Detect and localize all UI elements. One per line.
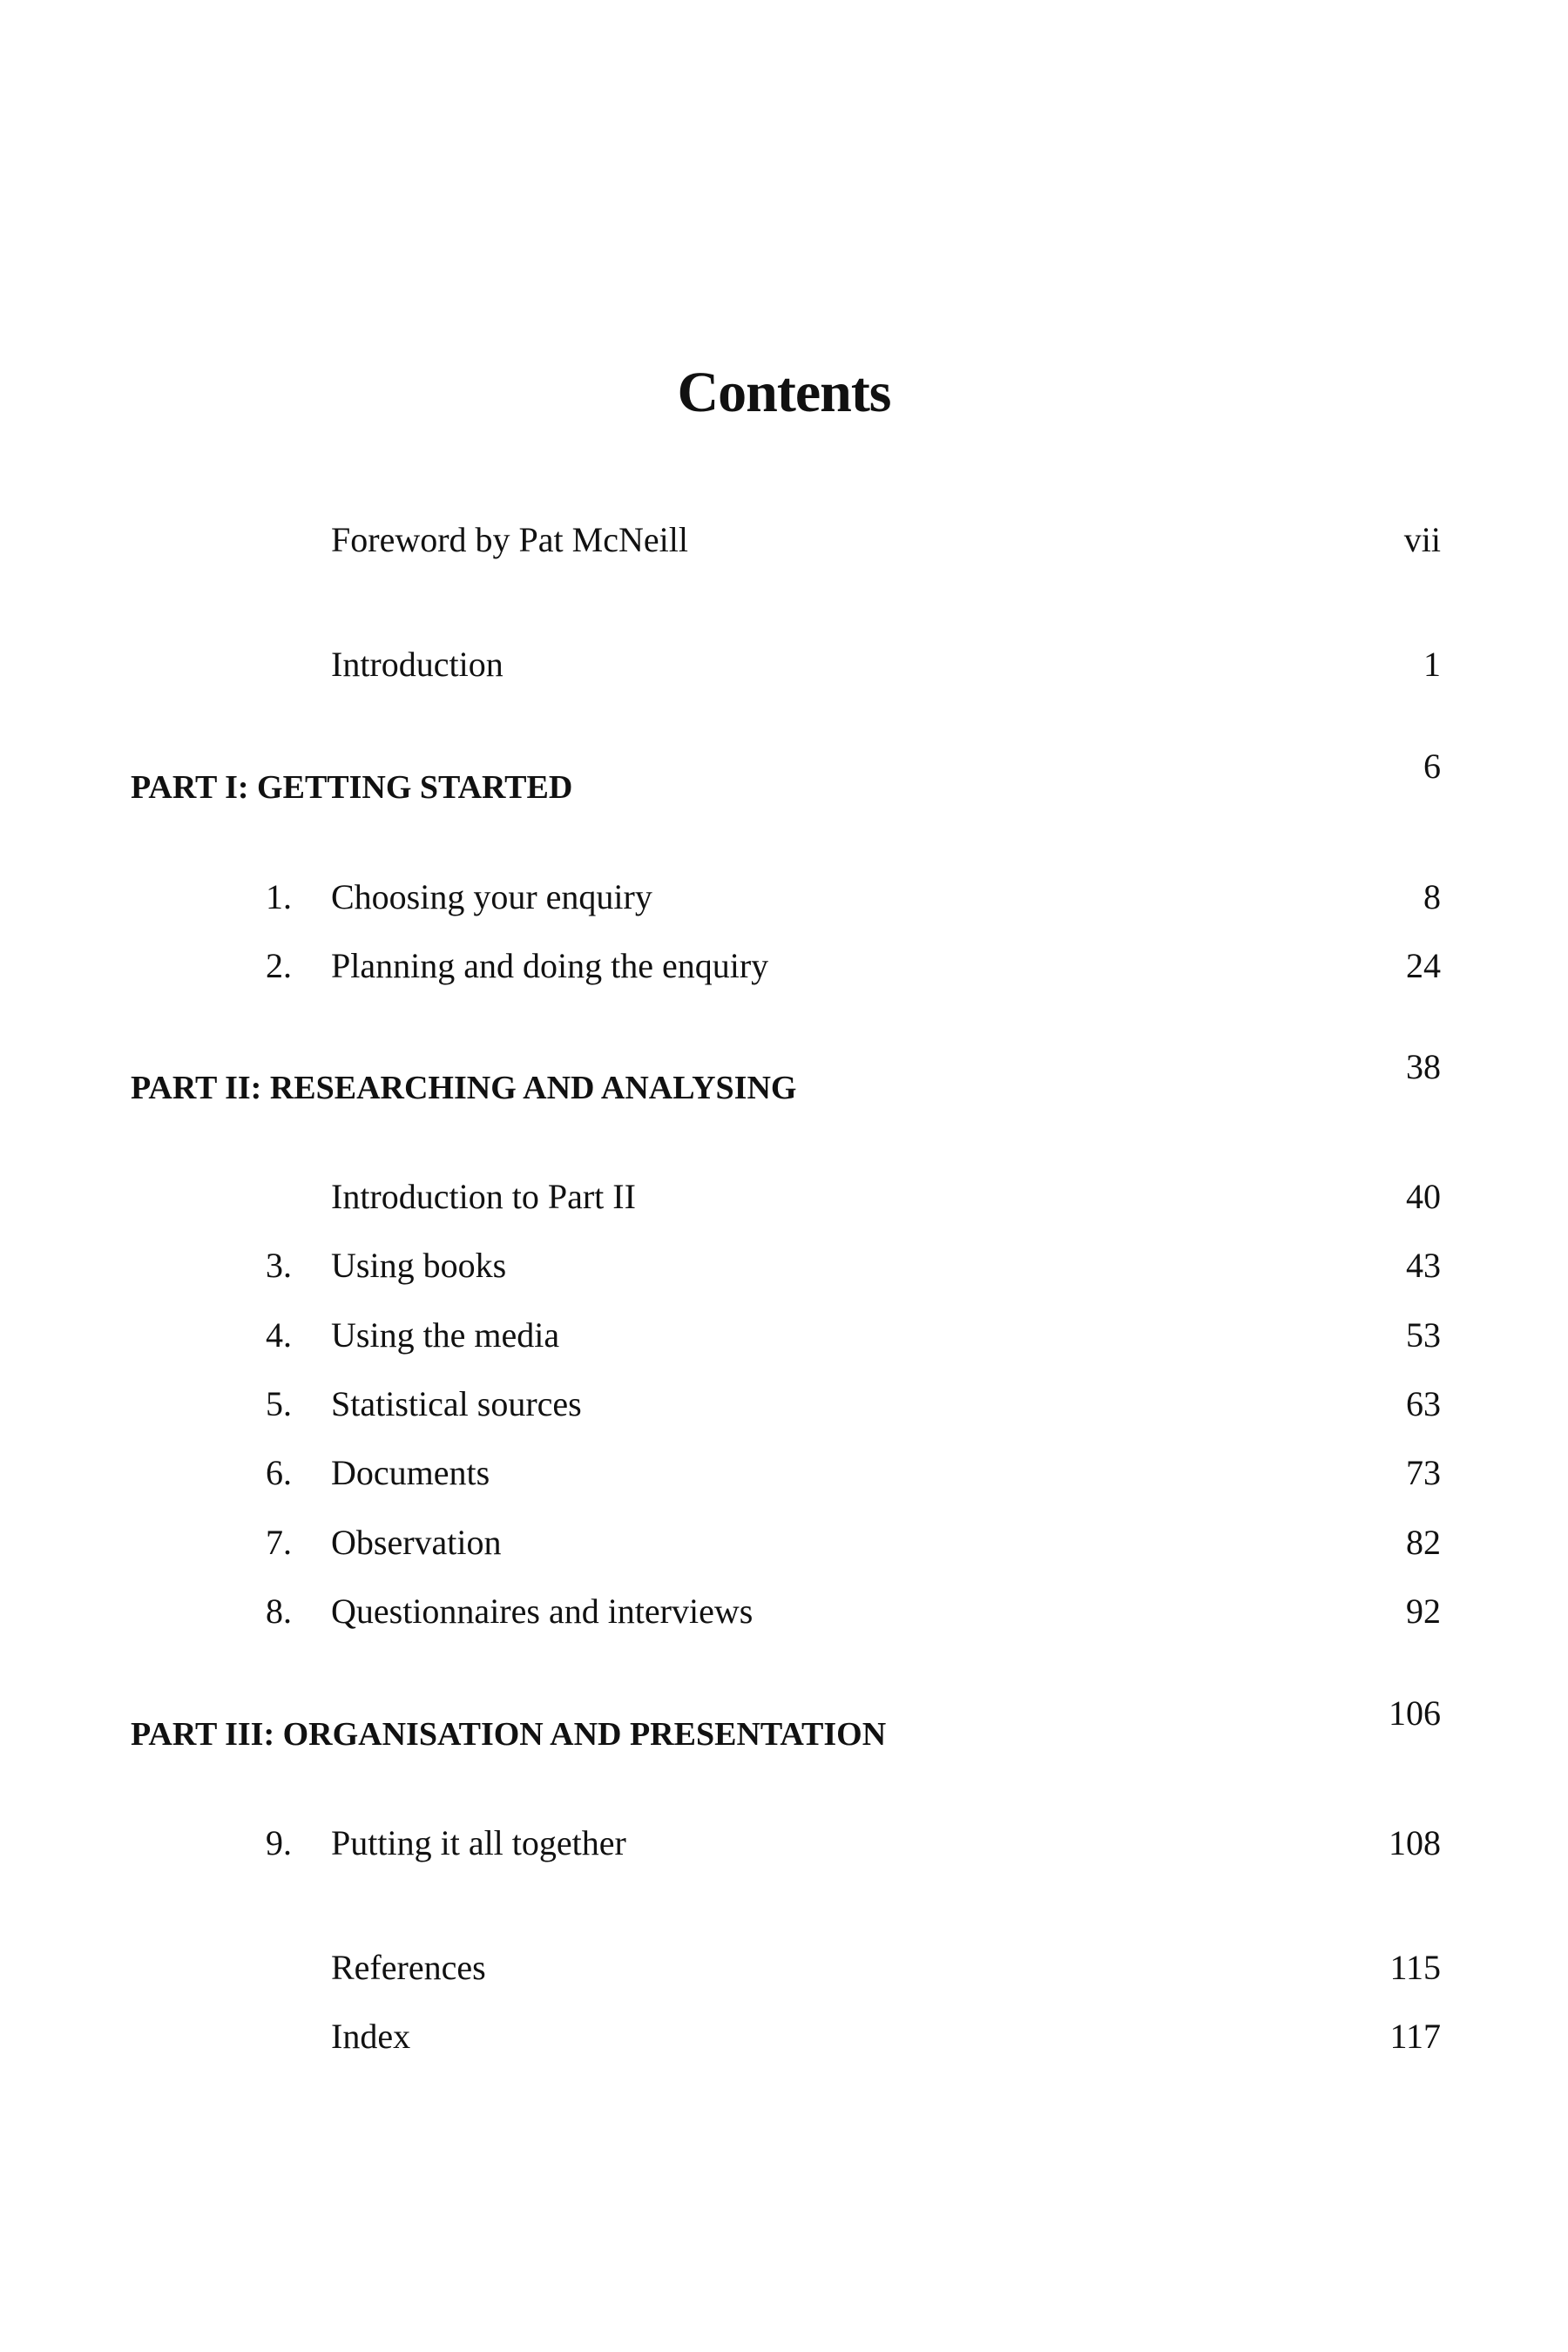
toc-part-label: PART III: ORGANISATION AND PRESENTATION xyxy=(131,1716,887,1753)
chapter-number: 3. xyxy=(266,1246,292,1285)
toc-part-heading-1[interactable] xyxy=(0,747,1568,814)
toc-entry-label: Documents xyxy=(331,1453,490,1492)
toc-entry-label: Planning and doing the enquiry xyxy=(331,946,769,985)
toc-entry-chapter-6[interactable] xyxy=(0,1447,1568,1499)
toc-entry-chapter-4[interactable] xyxy=(0,1309,1568,1362)
chapter-number: 1. xyxy=(266,877,292,916)
toc-part-label: PART I: GETTING STARTED xyxy=(131,769,573,806)
toc-entry-label: Foreword by Pat McNeill xyxy=(331,520,688,559)
toc-page-number: 82 xyxy=(1406,1523,1441,1562)
toc-entry-label: References xyxy=(331,1948,486,1987)
toc-page-number: 108 xyxy=(1389,1823,1441,1862)
chapter-number: 7. xyxy=(266,1523,292,1562)
toc-page-number: 53 xyxy=(1406,1315,1441,1355)
toc-entry-label: Questionnaires and interviews xyxy=(331,1592,754,1631)
toc-part-label: PART II: RESEARCHING AND ANALYSING xyxy=(131,1070,797,1106)
toc-entry-chapter-7[interactable] xyxy=(0,1517,1568,1569)
toc-entry-label: Using books xyxy=(331,1246,507,1285)
toc-page-number: 63 xyxy=(1406,1384,1441,1423)
toc-entry-label: Statistical sources xyxy=(331,1384,582,1423)
toc-entry-references[interactable] xyxy=(0,1942,1568,1994)
chapter-number: 8. xyxy=(266,1592,292,1631)
toc-page-number: 8 xyxy=(1423,877,1441,916)
toc-entry-chapter-9[interactable] xyxy=(0,1817,1568,1869)
toc-entry-index[interactable] xyxy=(0,2011,1568,2063)
toc-entry-chapter-8[interactable] xyxy=(0,1585,1568,1638)
toc-page-number: 38 xyxy=(1406,1047,1441,1086)
toc-entry-label: Index xyxy=(331,2017,411,2056)
toc-page-number: 43 xyxy=(1406,1246,1441,1285)
toc-entry-chapter-3[interactable] xyxy=(0,1240,1568,1292)
toc-entry-label: Putting it all together xyxy=(331,1823,626,1862)
toc-entry-foreword[interactable] xyxy=(0,514,1568,566)
chapter-number: 2. xyxy=(266,946,292,985)
toc-page-number: 40 xyxy=(1406,1177,1441,1216)
toc-page-number: 92 xyxy=(1406,1592,1441,1631)
toc-part-heading-2[interactable] xyxy=(0,1047,1568,1114)
toc-entry-chapter-5[interactable] xyxy=(0,1378,1568,1430)
toc-page-number: 1 xyxy=(1423,645,1441,684)
toc-page-number: 115 xyxy=(1389,1948,1441,1987)
toc-part-heading-3[interactable] xyxy=(0,1693,1568,1761)
chapter-number: 9. xyxy=(266,1823,292,1862)
toc-page-number: 6 xyxy=(1423,747,1441,786)
toc-page-number: 73 xyxy=(1406,1453,1441,1492)
toc-page-number: 117 xyxy=(1389,2017,1441,2056)
toc-entry-introduction[interactable] xyxy=(0,639,1568,691)
toc-entry-intro-part-2[interactable] xyxy=(0,1171,1568,1223)
toc-entry-label: Choosing your enquiry xyxy=(331,877,652,916)
toc-entry-label: Observation xyxy=(331,1523,502,1562)
chapter-number: 6. xyxy=(266,1453,292,1492)
toc-page-number: 24 xyxy=(1406,946,1441,985)
toc-entry-chapter-1[interactable] xyxy=(0,871,1568,923)
toc-entry-label: Introduction to Part II xyxy=(331,1177,636,1216)
toc-page-number: vii xyxy=(1403,520,1441,559)
chapter-number: 4. xyxy=(266,1315,292,1355)
toc-page-number: 106 xyxy=(1389,1693,1441,1733)
chapter-number: 5. xyxy=(266,1384,292,1423)
toc-entry-label: Introduction xyxy=(331,645,504,684)
toc-entry-chapter-2[interactable] xyxy=(0,940,1568,992)
toc-entry-label: Using the media xyxy=(331,1315,560,1355)
page-title: Contents xyxy=(677,361,891,424)
